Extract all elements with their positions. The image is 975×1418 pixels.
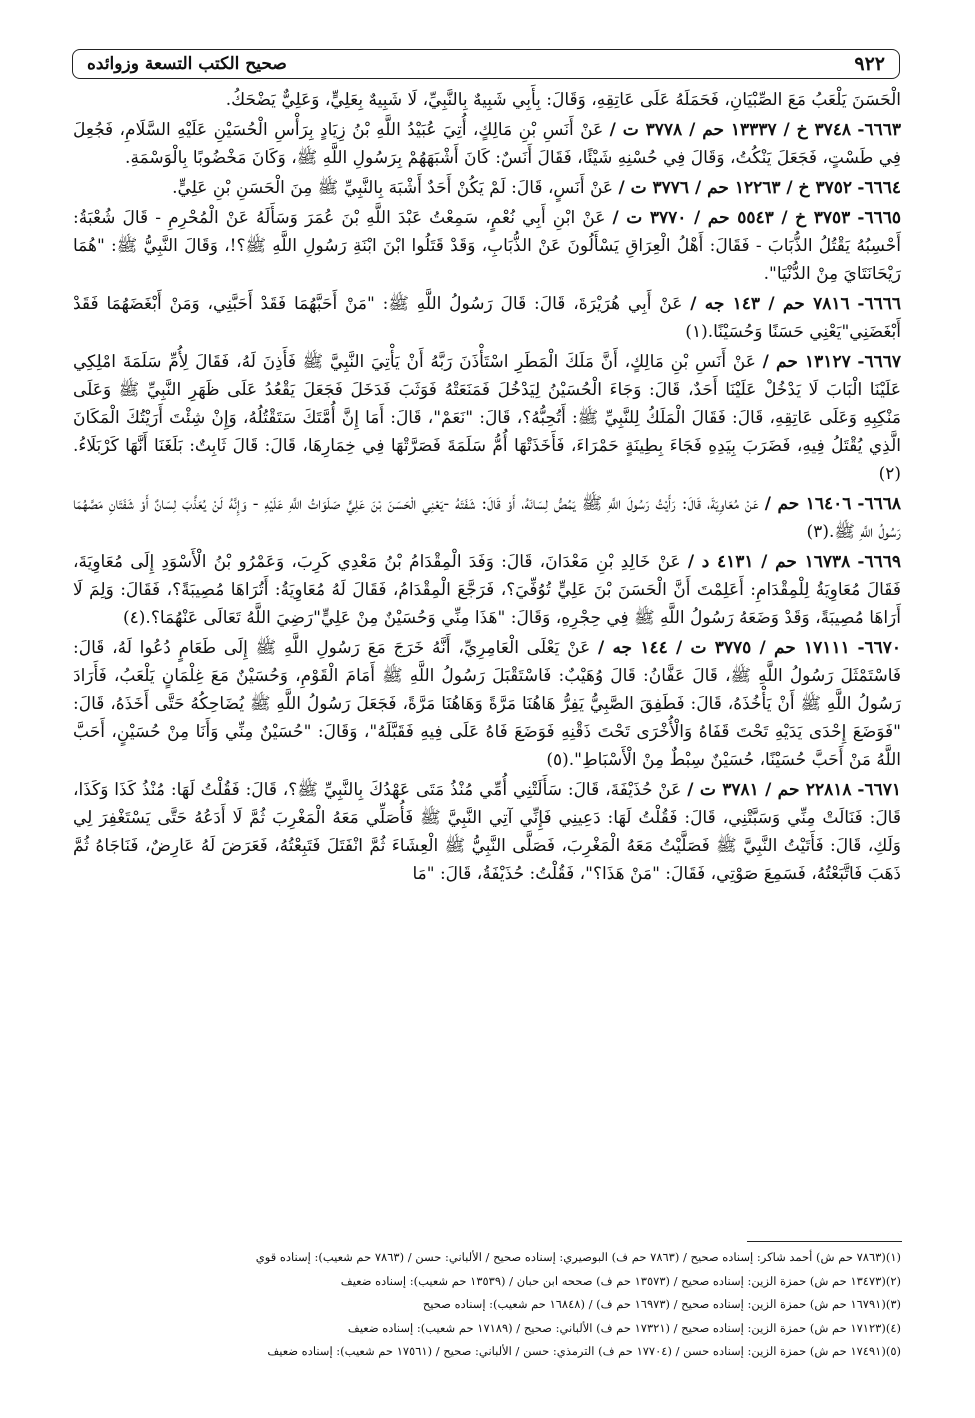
footnote-3: (٣)(١٦٧٩١ حم ش) حمزة الزين: إسناده صحيح / (١٦٩٧٣ حم ف) / (١٦٨٤٨ حم شعيب): إسناده صحيح [422, 1297, 901, 1311]
continuation-text: الْحَسَنَ يَلْعَبُ مَعَ الصِّبْيَانِ، فَحَمَلَهُ عَلَى عَاتِقِهِ، وَقَالَ: بِأَبِي شَبِيهٌ بِالنَّبِيِّ، لَا شَبِيهٌ بِعَلِيٍّ، وَعَلِيٌّ يَضْحَكُ. [225, 90, 901, 110]
hadith-text: عَنْ أَبِي هُرَيْرَةَ، قَالَ: قَالَ رَسُولُ اللَّهِ ﷺ: "مَنْ أَحَبَّهُمَا فَقَدْ أَحَبَّنِي، وَمَنْ أَبْغَضَهُمَا فَقَدْ أَبْغَضَنِي"يَعْنِي حَسَنًا وَحُسَيْنًا. [73, 294, 901, 342]
hadith-6669 [73, 548, 901, 632]
footnote-marker[interactable]: (٣) [806, 522, 829, 542]
hadith-number: ٦٦٦٦- [857, 294, 902, 314]
hadith-number: ٦٦٦٧- [857, 352, 901, 372]
book-title: صحيح الكتب التسعة وزوائده [87, 54, 287, 74]
hadith-refs: ١٣١٢٧ حم / [762, 352, 851, 372]
hadith-text: عَنْ يَعْلَى الْعَامِرِيِّ، أَنَّهُ خَرَجَ مَعَ رَسُولِ اللَّهِ ﷺ إِلَى طَعَامٍ دُعُوا لَهُ، قَالَ: فَاسْتَمْثَلَ رَسُولُ اللَّهِ ﷺ، قَالَ عَفَّانُ: قَالَ وُهَيْبٌ: فَاسْتَقْبَلَ رَسُولُ اللَّهِ ﷺ أَمَامَ الْقَوْمِ، وَحُسَيْنٌ مَعَ غِلْمَانٍ يَلْعَبُ، فَأَرَادَ رَسُولُ اللَّهِ ﷺ أَنْ يَأْخُذَهُ، قَالَ: فَطَفِقَ الصَّبِيُّ يَفِرُّ هَاهُنَا مَرَّةً وَهَاهُنَا مَرَّةً، فَجَعَلَ رَسُولُ اللَّهِ ﷺ يُضَاحِكُهُ حَتَّى أَخَذَهُ، قَالَ: "فَوَضَعَ إِحْدَى يَدَيْهِ تَحْتَ قَفَاهُ وَالْأُخْرَى تَحْتَ ذَقْنِهِ فَوَضَعَ فَاهُ عَلَى فِيهِ فَقَبَّلَهُ"، وَقَالَ: "حُسَيْنٌ مِنِّي وَأَنَا مِنْ حُسَيْنٍ، أَحَبَّ اللَّهُ مَنْ أَحَبَّ حُسَيْنًا، حُسَيْنٌ سِبْطٌ مِنْ الْأَسْبَاطِ". [73, 638, 901, 770]
hadith-refs: ١٦٤٠٦ حم / [764, 494, 852, 514]
hadith-6663 [73, 116, 901, 172]
hadith-text: عَنْ ابْنِ أَبِي نُعْمٍ، سَمِعْتُ عَبْدَ اللَّهِ بْنَ عُمَرَ وَسَأَلَهُ عَنْ الْمُحْرِمِ - قَالَ شُعْبَةُ: أَحْسِبُهُ يَقْتُلُ الذُّبَابَ - فَقَالَ: أَهْلُ الْعِرَاقِ يَسْأَلُونَ عَنْ الذُّبَابِ، وَقَدْ قَتَلُوا ابْنَ ابْنَةِ رَسُولِ اللَّهِ ﷺ؟!، وَقَالَ النَّبِيُّ ﷺ: "هُمَا رَيْحَانَتَايَ مِنْ الدُّنْيَا". [73, 208, 901, 284]
hadith-text: عَنْ خَالِدِ بْنِ مَعْدَانَ، قَالَ: وَفَدَ الْمِقْدَامُ بْنُ مَعْدِي كَرِبَ، وَعَمْرُو بْنُ الْأَسْوَدِ إِلَى مُعَاوِيَةَ، فَقَالَ مُعَاوِيَةُ لِلْمِقْدَامِ: أَعَلِمْتَ أَنَّ الْحَسَنَ بْنَ عَلِيٍّ تُوُفِّيَ؟، فَرَجَّعَ الْمِقْدَامُ، فَقَالَ لَهُ مُعَاوِيَةُ: أَتُرَاهَا مُصِيبَةً؟، فَقَالَ: وَلِمَ لَا أَرَاهَا مُصِيبَةً، وَقَدْ وَضَعَهُ رَسُولُ اللَّهِ ﷺ فِي حِجْرِهِ، وَقَالَ: "هَذَا مِنِّي وَحُسَيْنٌ مِنْ عَلِيٍّ"رَضِيَ اللَّهُ تَعَالَى عَنْهُمَا؟. [73, 552, 901, 628]
hadith-6666 [73, 290, 901, 346]
hadith-6664 [73, 174, 901, 202]
footnote-divider [747, 1241, 902, 1242]
footnote-2: (٢)(١٣٤٧٣ حم ش) حمزة الزين: إسناده صحيح / (١٣٥٧٣ حم ف) صححه ابن حبان / (١٣٥٣٩ حم شعيب): إسناده ضعيف [340, 1273, 901, 1288]
hadith-6665 [73, 204, 901, 288]
page-header [72, 49, 900, 79]
hadith-refs: ٣٧٥٢ خ / ١٢٢٦٣ حم / ٣٧٧٦ ت / [618, 178, 852, 198]
hadith-number: ٦٦٦٩- [857, 552, 901, 572]
footnote-marker[interactable]: (٥) [546, 750, 569, 770]
hadith-text: عَنْ أَنَسِ بْنِ مَالِكٍ، أُتِيَ عُبَيْدُ اللَّهِ بْنُ زِيَادٍ بِرَأْسِ الْحُسَيْنِ عَلَيْهِ السَّلَامِ، فَجُعِلَ فِي طَسْتٍ، فَجَعَلَ يَنْكُتُ، وَقَالَ فِي حُسْنِهِ شَيْئًا، فَقَالَ أَنَسٌ: كَانَ أَشْبَهَهُمْ بِرَسُولِ اللَّهِ ﷺ، وَكَانَ مَخْضُوبًا بِالْوَسْمَةِ. [73, 120, 901, 168]
footnote-marker[interactable]: (١) [685, 322, 708, 342]
continuation-paragraph [73, 86, 901, 114]
hadith-refs: ٢٢٨١٨ حم / ٣٧٨١ ت / [687, 780, 852, 800]
hadith-refs: ٣٧٥٣ خ / ٥٥٤٣ حم / ٣٧٧٠ ت / [612, 208, 851, 228]
footnote-marker[interactable]: (٢) [878, 464, 901, 484]
hadith-number: ٦٦٦٨- [857, 494, 901, 514]
hadith-number: ٦٦٦٣- [857, 120, 901, 140]
hadith-6670 [73, 634, 901, 774]
hadith-number: ٦٦٦٥- [857, 208, 901, 228]
footnotes [73, 1246, 901, 1364]
footnote-marker[interactable]: (٤) [123, 608, 146, 628]
hadith-refs: ١٦٧٣٨ حم / ٤١٣١ د / [687, 552, 851, 572]
hadith-number: ٦٦٧١- [857, 780, 901, 800]
footnote-5: (٥)(١٧٤٩١ حم ش) حمزة الزين: إسناده حسن / (١٧٧٠٤ حم ف) الترمذي: حسن / الألباني: صحيح / (١٧٥٦١ حم شعيب): إسناده ضعيف [267, 1344, 901, 1358]
hadith-text: عَنْ أَنَسِ بْنِ مَالِكٍ، أَنَّ مَلَكَ الْمَطَرِ اسْتَأْذَنَ رَبَّهُ أَنْ يَأْتِيَ النَّبِيَّ ﷺ فَأَذِنَ لَهُ، فَقَالَ لِأُمِّ سَلَمَةَ امْلِكِي عَلَيْنَا الْبَابَ لَا يَدْخُلْ عَلَيْنَا أَحَدٌ، قَالَ: وَجَاءَ الْحُسَيْنُ لِيَدْخُلَ فَمَنَعَتْهُ فَوَثَبَ فَدَخَلَ فَجَعَلَ يَقْعُدُ عَلَى ظَهَرِ النَّبِيِّ ﷺ وَعَلَى مَنْكِبِهِ وَعَلَى عَاتِقِهِ، قَالَ: فَقَالَ الْمَلَكُ لِلنَّبِيِّ ﷺ: أَتُحِبُّهُ؟، قَالَ: "نَعَمْ"، قَالَ: أَمَا إِنَّ أُمَّتَكَ سَتَقْتُلُهُ، وَإِنْ شِئْتَ أَرَيْتُكَ الْمَكَانَ الَّذِي يُقْتَلُ فِيهِ، فَضَرَبَ بِيَدِهِ فَجَاءَ بِطِينَةٍ حَمْرَاءَ، فَأَخَذَتْهَا أُمُّ سَلَمَةَ فَصَرَّتْهَا فِي خِمَارِهَا، قَالَ: قَالَ ثَابِتٌ: بَلَغَنَا أَنَّهَا كَرْبَلَاءُ. [73, 352, 901, 456]
page-number: ٩٢٢ [854, 53, 885, 75]
hadith-number: ٦٦٦٤- [857, 178, 901, 198]
hadith-refs: ٣٧٤٨ خ / ١٣٣٣٧ حم / ٣٧٧٨ ت / [609, 120, 851, 140]
hadith-6671 [73, 776, 901, 888]
hadith-6668 [73, 490, 901, 546]
hadith-text: عَنْ مُعَاوِيَةَ، قَالَ: رَأَيْتُ رَسُولَ اللَّهِ ﷺ يَمُصُّ لِسَانَهُ، أَوْ قَالَ: شَفَتَهُ -يَعْنِي الْحَسَنَ بْنَ عَلِيٍّ صَلَوَاتُ اللَّهِ عَلَيْهِ - وَإِنَّهُ لَنْ يُعَذَّبَ لِسَانٌ أَوْ شَفَتَانِ مَصَّهُمَا رَسُولُ اللَّهِ ﷺ. [73, 494, 901, 542]
footnote-4: (٤)(١٧١٢٣ حم ش) حمزة الزين: إسناده صحيح / (١٧٣٢١ حم ف) الألباني: صحيح / (١٧١٨٩ حم شعيب): إسناده ضعيف [347, 1320, 901, 1335]
hadith-6667 [73, 348, 901, 488]
hadith-text: عَنْ أَنَسٍ، قَالَ: لَمْ يَكُنْ أَحَدٌ أَشْبَهَ بِالنَّبِيِّ ﷺ مِنَ الْحَسَنِ بْنِ عَلِيٍّ. [172, 178, 614, 198]
footnote-1: (١)(٧٨٦٣ حم ش) أحمد شاكر: إسناده صحيح / (٧٨٦٣ حم ف) البوصيري: إسناده صحيح / الألباني: حسن / (٧٨٦٣ حم شعيب): إسناده قوي [255, 1250, 901, 1264]
hadith-text: عَنْ حُذَيْفَةَ، قَالَ: سَأَلَتْنِي أُمِّي مُنْذُ مَتَى عَهْدُكَ بِالنَّبِيِّ ﷺ؟، قَالَ: فَقُلْتُ لَهَا: مُنْذُ كَذَا وَكَذَا، قَالَ: فَنَالَتْ مِنِّي وَسَبَّتْنِي، قَالَ: فَقُلْتُ لَهَا: دَعِينِي فَإِنِّي آتِي النَّبِيَّ ﷺ فَأُصَلِّي مَعَهُ الْمَغْرِبَ ثُمَّ لَا أَدَعُهُ حَتَّى يَسْتَغْفِرَ لِي وَلَكِ، قَالَ: فَأَتَيْتُ النَّبِيَّ ﷺ فَصَلَّيْتُ مَعَهُ الْمَغْرِبَ، فَصَلَّى النَّبِيُّ ﷺ الْعِشَاءَ ثُمَّ انْفَتَلَ فَتَبِعْتُهُ، فَعَرَضَ لَهُ عَارِضٌ، فَنَاجَاهُ ثُمَّ ذَهَبَ فَاتَّبَعْتُهُ، فَسَمِعَ صَوْتِي، فَقَالَ: "مَنْ هَذَا؟"، فَقُلْتُ: حُذَيْفَةُ، قَالَ: "مَا [73, 780, 901, 884]
page-body [73, 86, 901, 890]
hadith-number: ٦٦٧٠- [857, 638, 902, 658]
hadith-refs: ٧٨١٦ حم / ١٤٣ جه / [690, 294, 850, 314]
hadith-refs: ١٧١١١ حم / ٣٧٧٥ ت / ١٤٤ جه / [597, 638, 850, 658]
